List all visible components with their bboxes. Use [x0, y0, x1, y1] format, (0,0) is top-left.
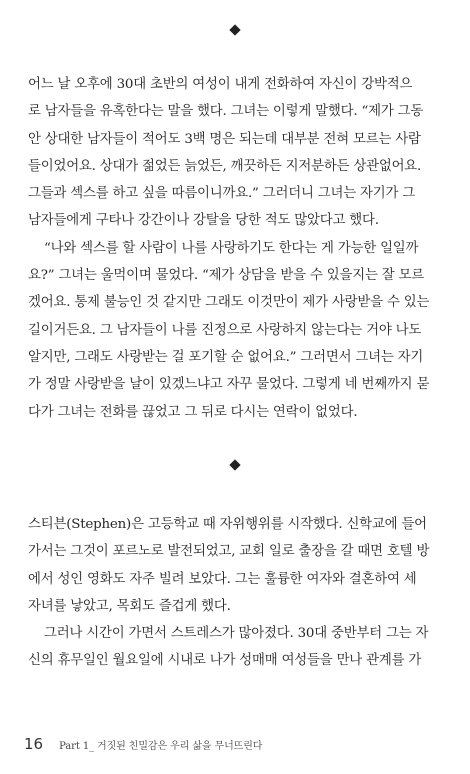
paragraph-line: 겠어요. 통제 불능인 것 같지만 그래도 이것만이 제가 사랑받을 수 있는 [28, 295, 430, 311]
paragraph-line: 안 상대한 남자들이 적어도 3백 명은 되는데 대부분 전혀 모르는 사람 [28, 131, 421, 147]
paragraph-line: 가 정말 사랑받을 날이 있겠느냐고 자꾸 물었다. 그렇게 네 번째까지 묻 [28, 377, 430, 393]
paragraph-line: “나와 섹스를 할 사람이 나를 사랑하기도 한다는 게 가능한 일일까 [44, 240, 419, 256]
paragraph-line: 신의 휴무일인 월요일에 시내로 나가 성매매 여성들을 만나 관계를 가 [28, 653, 422, 669]
section-2-text [28, 511, 446, 675]
paragraph-line: 길이거든요. 그 남자들이 나를 진정으로 사랑하지 않는다는 거야 나도 [28, 322, 422, 338]
running-head: Part 1_ 거짓된 친밀감은 우리 삶을 무너뜨린다 [59, 741, 263, 752]
page-number: 16 [24, 735, 44, 753]
paragraph-line: 들이었어요. 상대가 젊었든 늙었든, 깨끗하든 지저분하든 상관없어요. [28, 158, 422, 174]
paragraph-line: 요?” 그녀는 울먹이며 물었다. “제가 상담을 받을 수 있을지는 잘 모르 [28, 268, 425, 284]
page-footer [24, 735, 262, 755]
section-divider-diamond-icon [229, 24, 240, 35]
paragraph-line: 그러나 시간이 가면서 스트레스가 많아졌다. 30대 중반부터 그는 자 [44, 626, 429, 642]
section-1-text [28, 71, 446, 426]
paragraph-line: 어느 날 오후에 30대 초반의 여성이 내게 전화하여 자신이 강박적으 [28, 77, 413, 92]
paragraph-line: 알지만, 그래도 사랑받는 걸 포기할 순 없어요.” 그러면서 그녀는 자기 [28, 349, 424, 365]
paragraph-line: 에서 성인 영화도 자주 빌려 보았다. 그는 훌륭한 여자와 결혼하여 세 [28, 571, 417, 587]
paragraph-line: 스티븐(Stephen)은 고등학교 때 자위행위를 시작했다. 신학교에 들어 [28, 517, 427, 532]
paragraph-line: 가서는 그것이 포르노로 발전되었고, 교회 일로 출장을 갈 때면 호텔 방 [28, 544, 430, 560]
paragraph-line: 다가 그녀는 전화를 끊었고 그 뒤로 다시는 연락이 없었다. [28, 404, 358, 420]
paragraph-line: 자녀를 낳았고, 목회도 즐겁게 했다. [28, 598, 231, 614]
section-divider-diamond-icon [229, 459, 240, 470]
paragraph-line: 로 남자들을 유혹한다는 말을 했다. 그녀는 이렇게 말했다. “제가 그동 [28, 104, 424, 120]
paragraph-line: 그들과 섹스를 하고 싶을 따름이니까요.” 그러더니 그녀는 자기가 그 [28, 186, 416, 202]
paragraph-line: 남자들에게 구타나 강간이나 강탈을 당한 적도 많았다고 했다. [28, 213, 379, 229]
